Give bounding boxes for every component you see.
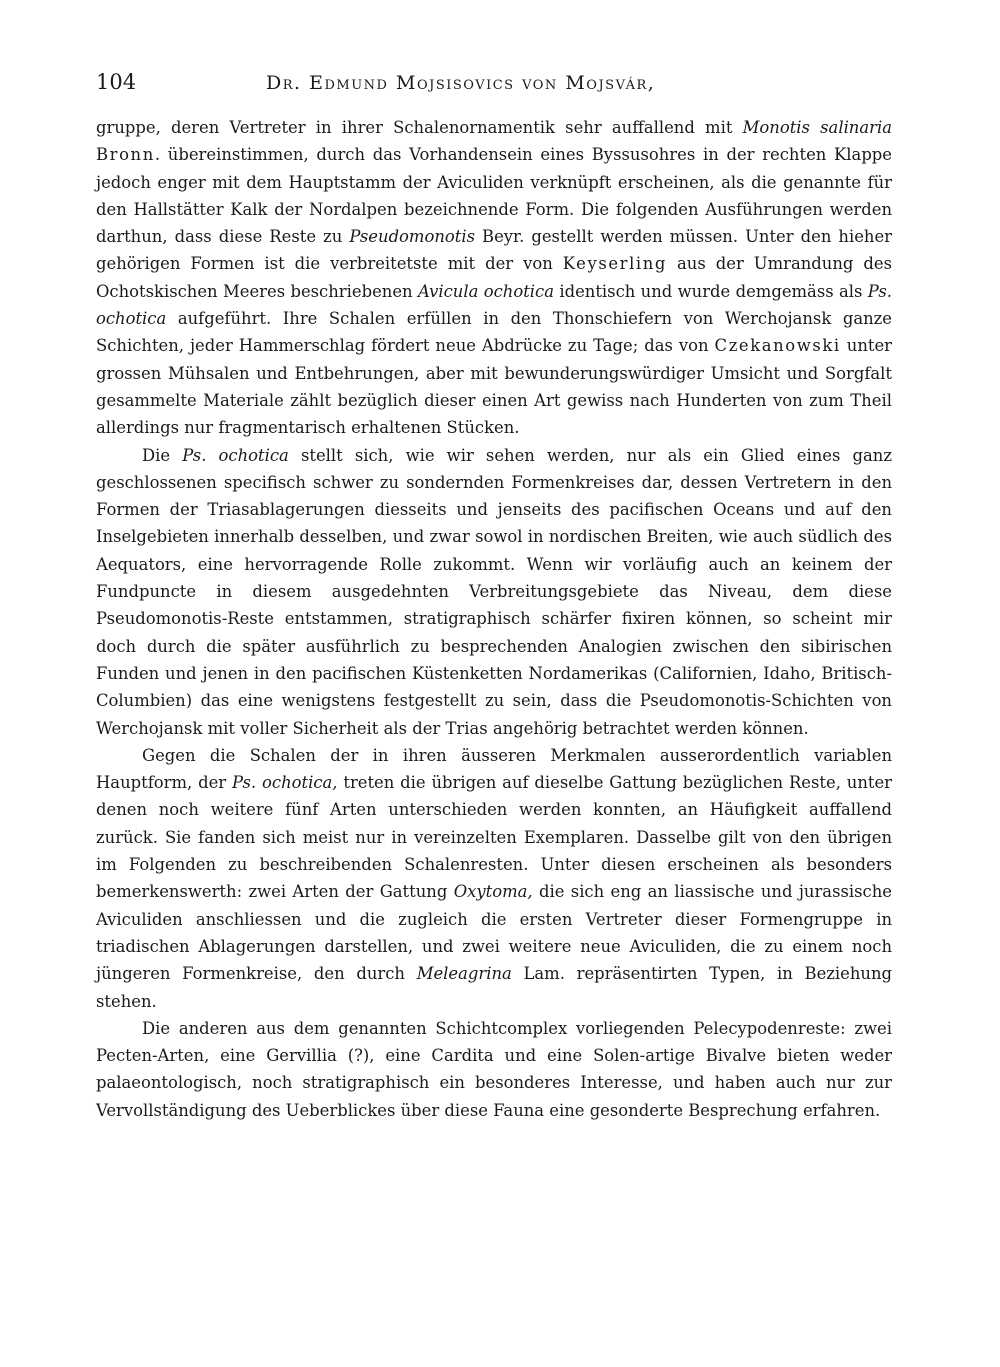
italic-term: Monotis salinaria — [742, 118, 892, 137]
text-run: Die anderen aus dem genannten Schichtcomplex vorliegenden Pelecypodenreste: zwei Pecten-Arten, eine Gervillia (?), eine Cardita und eine Solen-artige Bivalve bieten weder palaeontologisch, noch stratigraphisch ein besonderes Interesse, und haben auch nur zur Vervollständigung des Ueberblickes über diese Fauna eine gesonderte Besprechung erfahren. — [96, 1018, 892, 1120]
text-run: Die — [142, 445, 183, 465]
italic-term: Ps. ochotica — [182, 445, 289, 465]
text-run: aufgeführt. Ihre Schalen erfüllen in den Thonschiefern von Werchojansk ganze Schichten, jeder Hammerschlag fördert neue Abdrücke zu Tage; das von — [96, 309, 892, 356]
text-run: Gegen die Schalen der in ihren äusseren Merkmalen ausserordentlich variablen Hauptform, der — [96, 745, 892, 793]
page-number: 104 — [96, 70, 137, 94]
text-run: stellt sich, wie wir sehen werden, nur als ein Glied eines ganz geschlossenen specifisch schwer zu sondernden Formenkreises dar, dessen Vertretern in den Formen der Triasablagerungen diesseits und jenseits des pacifischen Oceans und auf den Inselgebieten innerhalb desselben, und zwar sowol in nordischen Breiten, wie auch südlich des Aequators, eine hervorragende Rolle zukommt. Wenn wir vorläufig auch an keinem der Fundpuncte in diesem ausgedehnten Verbreitungsgebiete das Niveau, dem diese Pseudomonotis-Reste entstammen, stratigraphisch schärfer fixiren können, so scheint mir doch durch die später ausführlich zu besprechenden Analogien zwischen den sibirischen Funden und jenen in den pacifischen Küstenketten Nordamerikas (Californien, Idaho, Britisch-Columbien) das eine wenigstens festgestellt zu sein, dass die Pseudomonotis-Schichten von Werchojansk mit voller Sicherheit als der Trias angehörig betrachtet werden können. — [96, 445, 892, 738]
text-run: Beyr. gestellt werden müssen. Unter den hieher gehörigen Formen ist die verbreitetste mit der von — [96, 227, 892, 274]
italic-term: Ps. ochotica — [96, 281, 893, 329]
italic-term: Ps. ochotica, — [231, 773, 338, 793]
body-text — [96, 114, 892, 1124]
running-head: Dr. Edmund Mojsisovics von Mojsvár, — [266, 72, 656, 94]
text-run: identisch und wurde demgemäss als — [553, 281, 868, 301]
italic-term: Oxytoma, — [453, 882, 533, 902]
text-run: treten die übrigen auf dieselbe Gattung bezüglichen Reste, unter denen noch weitere fünf Arten unterschieden werden konnten, an Häufigkeit auffallend zurück. Sie fanden sich meist nur in vereinzelten Exemplaren. Dasselbe gilt von den übrigen im Folgenden zu beschreibenden Schalenresten. Unter diesen erscheinen als besonders bemerkenswerth: zwei Arten der Gattung — [96, 773, 893, 902]
paragraph — [96, 442, 892, 742]
italic-term: Pseudomonotis — [349, 227, 476, 247]
page — [96, 70, 892, 1124]
author-name: Keyserling — [562, 254, 668, 274]
text-run: aus der Umrandung des Ochotskischen Meeres beschriebenen — [96, 254, 892, 301]
paragraph — [96, 114, 892, 442]
text-run: gruppe, deren Vertreter in ihrer Schalenornamentik sehr auffallend mit — [96, 118, 743, 137]
text-run: unter grossen Mühsalen und Entbehrungen, aber mit bewunderungswürdiger Umsicht und Sorgfalt gesammelte Materiale zählt bezüglich dieser einen Art gewiss nach Hunderten von zum Theil allerdings nur fragmentarisch erhaltenen Stücken. — [96, 336, 892, 438]
author-name: Bronn — [96, 145, 155, 165]
text-run: Lam. repräsentirten Typen, in Beziehung stehen. — [96, 964, 893, 1011]
text-run: . übereinstimmen, durch das Vorhandensein eines Byssusohres in der rechten Klappe jedoch enger mit dem Hauptstamm der Aviculiden verknüpft erscheinen, als die genannte für den Hallstätter Kalk der Nordalpen bezeichnende Form. Die folgenden Ausführungen werden darthun, dass diese Reste zu — [96, 145, 892, 247]
italic-term: Avicula ochotica — [417, 281, 554, 301]
paragraph — [96, 1015, 892, 1124]
author-name: Czekanowski — [714, 336, 841, 356]
paragraph — [96, 742, 892, 1015]
text-run: die sich eng an liassische und jurassische Aviculiden anschliessen und die zugleich die ersten Vertreter dieser Formengruppe in triadischen Ablagerungen darstellen, und zwei weitere neue Aviculiden, die zu einem noch jüngeren Formenkreise, den durch — [96, 882, 892, 984]
page-header — [96, 70, 892, 114]
italic-term: Meleagrina — [416, 964, 512, 984]
